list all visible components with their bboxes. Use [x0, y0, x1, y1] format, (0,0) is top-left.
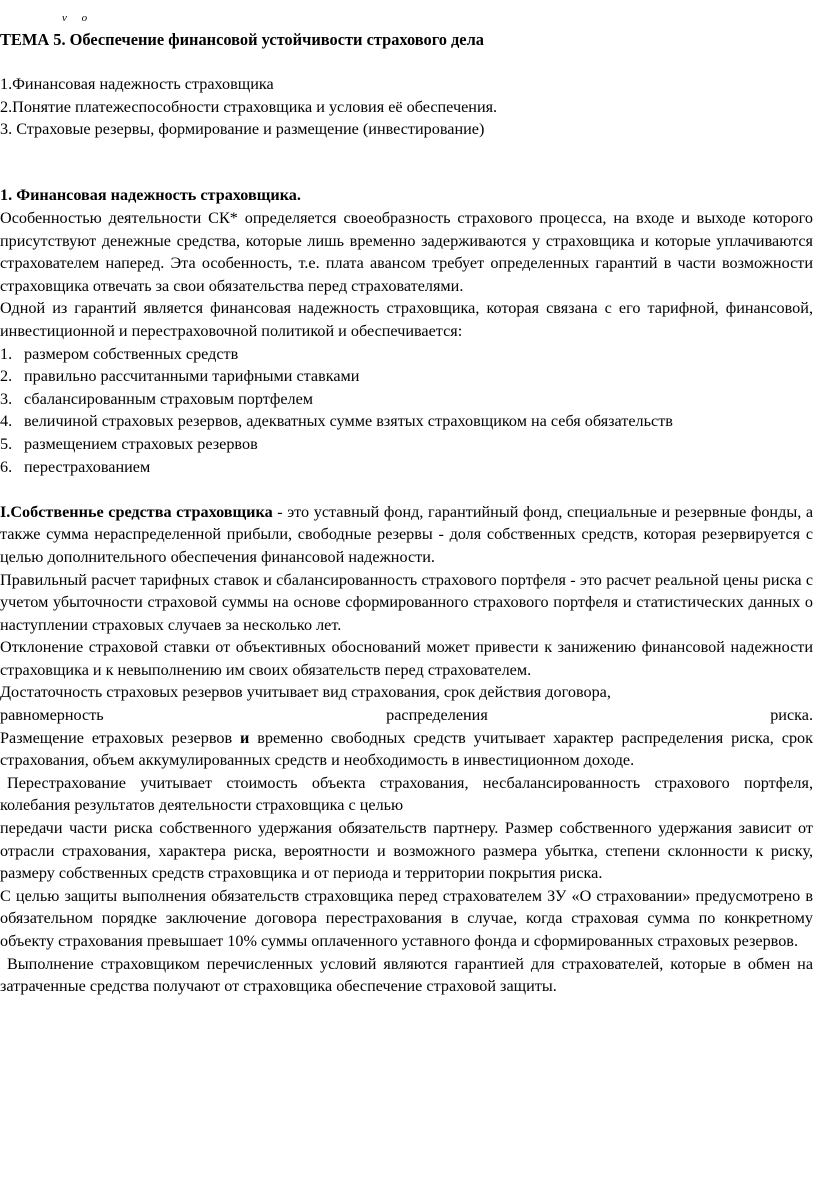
paragraph-text: временно свободных средств учитывает характер распределения риска, срок страхования, объем аккумулированных средств и необходимость в инвестиционном доходе.	[0, 728, 813, 770]
list-text: правильно рассчитанными тарифными ставками	[24, 367, 360, 386]
list-number: 4.	[0, 412, 13, 431]
paragraph: Правильный расчет тарифных ставок и сбалансированность страхового портфеля - это расчет реальной цены риска с учетом убыточности страховой суммы на основе сформированного страхового портфеля и статистических данных о наступлении страховых случаев за несколько лет.	[0, 570, 813, 634]
bold-word: и	[240, 728, 250, 747]
paragraph-placement	[0, 727, 813, 772]
paragraph: Одной из гарантий является финансовая надежность страховщика, которая связана с его тарифной, финансовой, инвестиционной и перестраховочной политикой и обеспечивается:	[0, 299, 813, 340]
list-item	[0, 365, 813, 388]
list-text: размещением страховых резервов	[24, 434, 258, 453]
list-item	[0, 410, 813, 433]
paragraph: передачи части риска собственного удержания обязательств партнеру. Размер собственного удержания зависит от отрасли страхования, характера риска, вероятности и возможного размера убытка, степени склонности к риску, размеру собственных средств страховщика и от периода и территории покрытия риска.	[0, 819, 813, 883]
list-number: 6.	[0, 457, 13, 476]
list-text: размером собственных средств	[24, 344, 239, 363]
toc-item: 3. Страховые резервы, формирование и размещение (инвестирование)	[0, 120, 485, 139]
section-title: 1. Финансовая надежность страховщика.	[0, 186, 301, 204]
paragraph: Перестрахование учитывает стоимость объекта страхования, несбалансированность страхового портфеля, колебания результатов деятельности страховщика с целью	[0, 773, 813, 815]
paragraph-own-funds	[0, 501, 813, 569]
list-number: 1.	[0, 344, 13, 363]
spacer	[0, 478, 813, 501]
list-text: сбалансированным страховым портфелем	[24, 389, 314, 408]
paragraph-text: Размещение етраховых резервов	[0, 728, 240, 747]
list-number: 5.	[0, 434, 13, 453]
paragraph: Достаточность страховых резервов учитывает вид страхования, срок действия договора,	[0, 683, 611, 702]
header-marks: v o	[62, 12, 94, 24]
paragraph: Особенностью деятельности СК* определяется своеобразность страхового процесса, на входе и выходе которого присутствуют денежные средства, которые лишь временно задерживаются у страховщика и которые уплачиваются страхователем наперед. Эта особенность, т.е. плата авансом требует определенных гарантий в части возможности страховщика отвечать за свои обязательства перед страхователями.	[0, 209, 813, 295]
list-item	[0, 433, 813, 456]
list-item	[0, 456, 813, 479]
paragraph: С целью защиты выполнения обязательств страховщика перед страхователем ЗУ «О страховании» предусмотрено в обязательном порядке заключение договора перестрахования в случае, когда страховая сумма по конкретному объекту страхования превышает 10% суммы оплаченного уставного фонда и сформированных страховых резервов.	[0, 886, 813, 950]
paragraph-text: - это уставный фонд, гарантийный фонд, специальные и резервные фонды, а также сумма нераспределенной прибыли, свободные резервы - доля собственных средств, которая резервируется с целью дополнительного обеспечения финансовой надежности.	[0, 502, 814, 566]
document-body	[0, 207, 813, 998]
list-item	[0, 343, 813, 366]
toc-item: 2.Понятие платежеспособности страховщика и условия её обеспечения.	[0, 97, 498, 116]
bold-term: I.Собственнье средства страховщика	[0, 502, 273, 521]
paragraph: Выполнение страховщиком перечисленных условий являются гарантией для страхователей, которые в обмен на затраченные средства получают от страховщика обеспечение страховой защиты.	[0, 954, 813, 996]
toc-item: 1.Финансовая надежность страховщика	[0, 75, 274, 93]
list-text: величиной страховых резервов, адекватных сумме взятых страховщиком на себя обязательств	[24, 412, 673, 431]
paragraph: Отклонение страховой ставки от объективных обоснований может привести к занижению финансовой надежности страховщика и к невыполнению им своих обязательств перед страхователем.	[0, 638, 813, 679]
list-text: перестрахованием	[24, 457, 151, 476]
table-of-contents	[0, 73, 816, 141]
list-number: 2.	[0, 367, 13, 386]
guarantee-list	[0, 343, 813, 479]
paragraph: равномерность распределения риска.	[0, 706, 813, 725]
list-number: 3.	[0, 389, 13, 408]
page-title: ТЕМА 5. Обеспечение финансовой устойчивости страхового дела	[0, 30, 484, 49]
list-item	[0, 388, 813, 411]
